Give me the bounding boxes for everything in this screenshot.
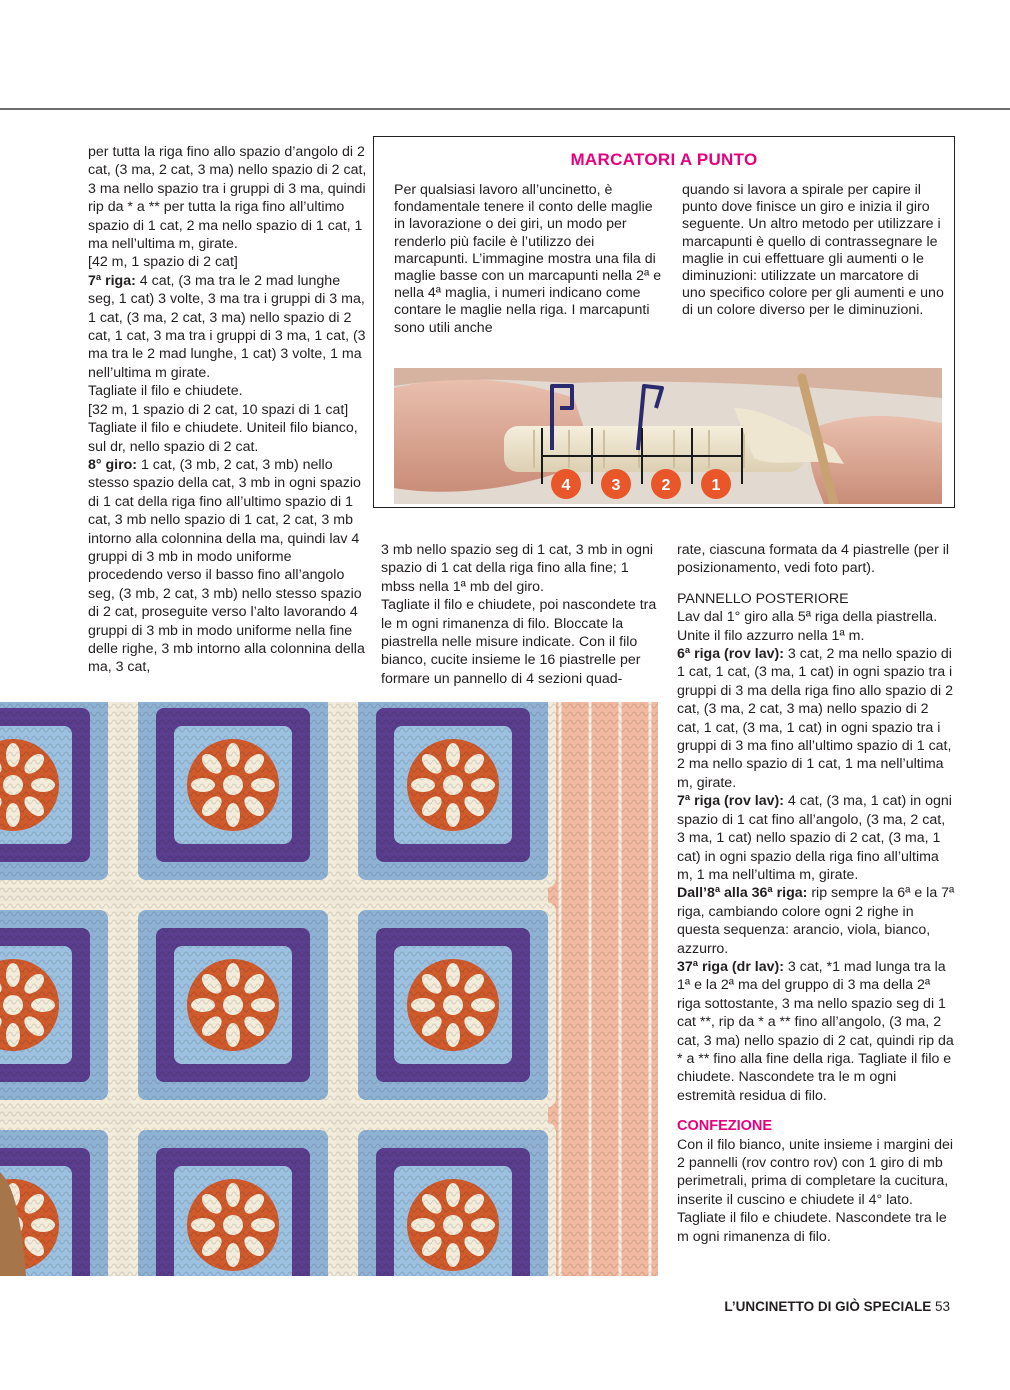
paragraph: Tagliate il filo e chiudete, poi nascondete tra le m ogni rimanenza di filo. Bloccate la piastrella nelle misure indicate. Con il filo bianco, cucite insieme le 16 piastrelle per formare un pannello di 4 sezioni quad- (381, 597, 657, 687)
paragraph (677, 645, 955, 792)
row-text: 3 cat, 2 ma nello spazio di 1 cat, 1 cat, (3 ma, 1 cat) in ogni spazio tra i gruppi di 3 ma della riga fino allo spazio di 2 cat, (3 ma, 2 cat, 3 ma) nello spazio di 2 cat, 1 cat, (3 ma, 1 cat) in ogni spazio tra i gruppi di 3 ma fino all’ultimo spazio di 1 cat, 2 ma nello spazio di 1 cat, 1 ma nell’ultima m, girate. (677, 646, 954, 791)
paragraph (677, 884, 955, 958)
paragraph: Con il filo bianco, unite insieme i margini dei 2 pannelli (rov contro rov) con 1 giro di mb perimetrali, prima di completare la cucitura, inserite il cuscino e chiudete il 4° lato. Tagliate il filo e chiudete. Nascondete tra le m ogni rimanenza di filo. (677, 1136, 954, 1245)
svg-text:1: 1 (711, 477, 721, 494)
box-text-right: quando si lavora a spirale per capire il punto dove finisce un giro e inizia il giro seguente. Un altro metodo per utilizzare i marcapunti è quello di contrassegnare le maglie in cui effettuare gli aumenti o le diminuzioni: utilizzate un marcatore di uno specifico colore per gli aumenti e uno di un colore diverso per le diminuzioni. (682, 182, 944, 319)
box-text-left: Per qualsiasi lavoro all’uncinetto, è fondamentale tenere il conto delle maglie in lavorazione o dei giri, un modo per renderlo più facile è l’utilizzo dei marcapunti. L’immagine mostra una fila di maglie basse con un marcapunti nella 2ª e nella 4ª maglia, i numeri indicano come contare le maglie nella riga. I marcapunti sono utili anche (394, 182, 662, 336)
magazine-name: L’UNCINETTO DI GIÒ SPECIALE (724, 1299, 932, 1314)
page-footer (724, 1299, 950, 1314)
count-badge-2 (651, 469, 681, 499)
box-title: MARCATORI A PUNTO (570, 150, 758, 169)
middle-column (381, 541, 658, 688)
page-number: 53 (934, 1299, 950, 1314)
svg-text:3: 3 (611, 477, 621, 494)
row-label: 6ª riga (rov lav): (677, 646, 784, 663)
row-text: 3 cat, *1 mad lunga tra la 1ª e la 2ª ma del gruppo di 3 ma della 2ª riga sottostante, 3 ma nello spazio seg di 1 cat **, rip da * a ** fino all’angolo, (3 ma, 2 cat, 3 ma) nello spazio di 2 cat, quindi rip da * a ** fino alla fine della riga. Tagliate il filo e chiudete. Nascondete tra le m ogni estremità residua di filo. (677, 958, 954, 1104)
count-badge-3 (601, 469, 631, 499)
section-heading-confezione: CONFEZIONE (677, 1118, 773, 1135)
paragraph: [42 m, 1 spazio di 2 cat] (88, 254, 238, 271)
right-column (677, 541, 955, 1246)
round-label: 8° giro: (88, 456, 138, 473)
paragraph: [32 m, 1 spazio di 2 cat, 10 spazi di 1 cat] (88, 401, 349, 418)
top-rule (0, 108, 1010, 110)
stitch-marker-photo (394, 368, 942, 504)
paragraph: Tagliate il filo e chiudete. (88, 383, 243, 400)
row-label: Dall’8ª alla 36ª riga: (677, 885, 808, 902)
paragraph (677, 958, 955, 1105)
row-label: 7ª riga (rov lav): (677, 793, 784, 810)
svg-text:4: 4 (561, 477, 571, 494)
paragraph: 3 mb nello spazio seg di 1 cat, 3 mb in ogni spazio di 1 cat della riga fino alla fine; 1 mbss nella 1ª mb del giro. (381, 542, 654, 595)
paragraph (88, 272, 368, 382)
paragraph: per tutta la riga fino allo spazio d’angolo di 2 cat, (3 ma, 2 cat, 3 ma) nello spazio di 2 cat, 3 ma nello spazio tra i gruppi di 3 ma, quindi rip da * a ** per tutta la riga fino all’ultimo spazio di 1 cat, 2 ma nello spazio di 1 cat, 1 ma nell’ultima m, girate. (88, 144, 367, 253)
round-text: 1 cat, (3 mb, 2 cat, 3 mb) nello stesso spazio della cat, 3 mb in ogni spazio di 1 cat della riga fino all’ultimo spazio di 1 cat, 3 mb nello spazio di 1 cat, 2 cat, 3 mb intorno alla colonnina della ma, quindi lav 4 gruppi di 3 mb in modo uniforme procedendo verso il basso fino all’angolo seg, (3 mb, 2 cat, 3 mb) nello stesso spazio di 2 cat, proseguite verso l’alto lavorando 4 gruppi di 3 mb in modo uniforme nella fine delle righe, 3 mb intorno alla colonnina della ma, 3 cat, (88, 456, 365, 676)
left-column (88, 143, 368, 677)
paragraph: Tagliate il filo e chiudete. Uniteil filo bianco, sul dr, nello spazio di 2 cat. (88, 420, 358, 455)
svg-text:2: 2 (661, 477, 671, 494)
granny-square-cushion-photo (0, 702, 658, 1276)
stitch-markers-box (373, 136, 955, 508)
row-text: 4 cat, (3 ma tra le 2 mad lunghe seg, 1 cat) 3 volte, 3 ma tra i gruppi di 3 ma, 1 cat, (3 ma, 2 cat, 3 ma) nello spazio di 2 cat, 1 cat, 3 ma tra i gruppi di 3 ma, 1 cat, (3 ma tra le 2 mad lunghe, 1 cat) 3 volte, 1 ma nell’ultima m girate. (88, 272, 366, 381)
paragraph (677, 792, 955, 884)
row-text: rip sempre la 6ª e la 7ª riga, cambiando colore ogni 2 righe in questa sequenza: arancio, viola, bianco, azzurro. (677, 885, 955, 957)
paragraph (88, 456, 368, 677)
row-label: 7ª riga: (88, 272, 136, 289)
count-badge-4 (551, 469, 581, 499)
section-heading-back-panel: PANNELLO POSTERIORE (677, 590, 849, 607)
row-text: 4 cat, (3 ma, 1 cat) in ogni spazio di 1 cat fino all’angolo, (3 ma, 2 cat, 3 ma, 1 cat) nello spazio di 2 cat, (3 ma, 1 cat) in ogni spazio della riga fino all’ultima m, 1 ma nell’ultima m, girate. (677, 793, 952, 883)
paragraph: Lav dal 1° giro alla 5ª riga della piastrella. Unite il filo azzurro nella 1ª m. (677, 609, 938, 644)
row-label: 37ª riga (dr lav): (677, 958, 784, 975)
count-badge-1 (701, 469, 731, 499)
paragraph: rate, ciascuna formata da 4 piastrelle (per il posizionamento, vedi foto part). (677, 542, 950, 577)
